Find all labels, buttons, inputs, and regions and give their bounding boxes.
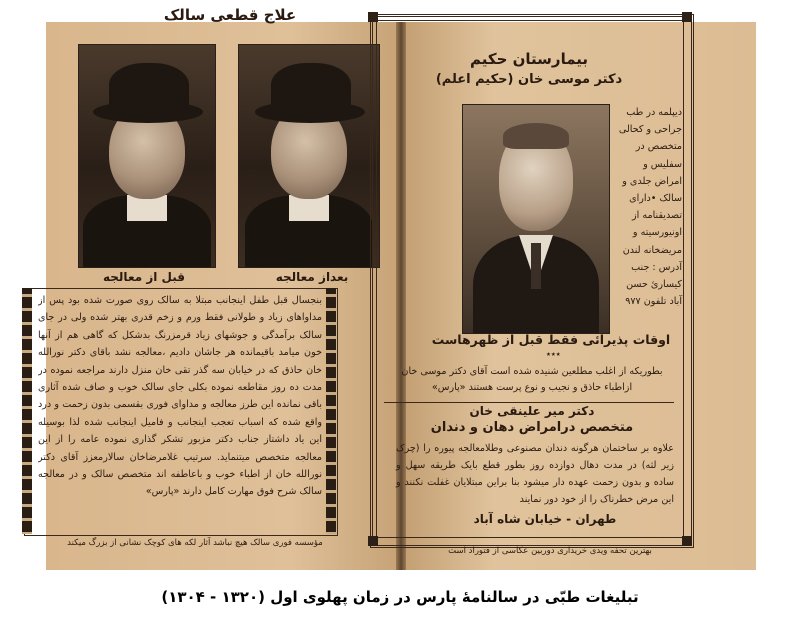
frame-corner <box>368 12 378 22</box>
dentist-name: دکتر میر علینقی خان <box>469 404 595 418</box>
caption-after-treatment: بعداز معالجه <box>275 270 349 284</box>
doctor-credentials: دیپلمه در طب جراحی و کحالی متخصص در سفلیس و امراض جلدی و سالک •دارای تصدیقنامه از اونیورسیته و مریضخانه لندن آدرس : جنب کیسارئ حسن آباد تلفون ۹۷۷ <box>618 107 682 308</box>
photo-after-treatment <box>238 44 380 268</box>
photo-before-treatment <box>78 44 216 268</box>
frame-corner <box>682 12 692 22</box>
right-page-footer: بهترین تحفه ویدی خریداری دوربین عکاسی از فتوراد است <box>448 546 652 556</box>
frame-corner <box>682 536 692 546</box>
doctor-portrait <box>462 104 610 334</box>
dentist-description: علاوه بر ساختمان هرگونه دندان مصنوعی وطلامعالجه پیوره را (چرک زیر لثه) در مدت دهال دوازده روز بطور قطع بایک طریقه سهل و ساده و بدون زحمت عهده دار میشود بنا براین مبتلایان غفلت نکنند و این مرض خطرناک را از خود دور نمایند <box>396 443 674 505</box>
figure-caption: تبلیغات طبّی در سالنامۀ پارس در زمان پهلوی اول (۱۳۲۰ - ۱۳۰۴) <box>161 588 639 606</box>
left-ornament-border <box>22 288 32 534</box>
left-page-title: علاج قطعی سالک <box>163 6 297 24</box>
doctor-name: دکتر موسی خان (حکیم اعلم) <box>435 72 623 87</box>
left-page-footer: مؤسسه فوری سالک هیچ نباشد آثار لکه های کوچک نشانی از بزرگ میکند <box>67 538 323 548</box>
testimonial-text: بنجسال قبل طفل اینجانب مبتلا به سالک روی صورت شده بود پس از مداواهای زیاد و طولانی فقط ورم و زخم قدری بهتر شده ولی در جای سالک برآمدگی و جوشهای زیاد قرمزرنگ بدشکل که گاهی هم از آنها خون میامد باقیمانده هر جاشان دادیم ،معالجه نشد باقای دکتر نورالله خان حاذق که در خیابان سه گذر تقی خان منزل دارند مراجعه نموده در مدت ده روز مقاطعه نموده بکلی جای سالک خوب و صاف شده آثاری باقی نمانده این طرز معالجه و مداوای فوری بقسمی بدون زحمت و درد واقع شده که اسباب تعجب اینجانب و فامیل اینجانب شده لذا بوسیله این یاد داشتاز جناب دکتر مزبور تشکر گذاری نموده عامه را از این معالجه متخصص میتنماید. سرتیپ غلامرضاخان سالارمعزز آقای دکتر نورالله خان از اطباء خوب و باعاطفه اند متخصص سالک و در معالجه سالک شرح فوق مهارت کامل دارند «پارس» <box>38 295 322 498</box>
office-hours: اوقات پذیرائی فقط قبل از ظهرهاست <box>431 332 671 347</box>
caption-before-treatment: قبل از معالجه <box>103 270 185 284</box>
frame-corner <box>368 536 378 546</box>
hospital-endorsement: بطوریکه از اغلب مطلعین شنیده شده است آقای دکتر موسی خان ازاطباء حاذق و نجیب و نوع پرست هستند «پارس» <box>401 366 663 393</box>
hospital-heading: بیمارستان حکیم <box>469 50 589 68</box>
section-divider <box>384 402 674 403</box>
dentist-specialty: متخصص درامراض دهان و دندان <box>430 420 634 435</box>
ornament-dots: ٭٭٭ <box>546 350 561 360</box>
dentist-address: طهران - خیابان شاه آباد <box>473 512 617 526</box>
right-ornament-border <box>326 288 336 534</box>
